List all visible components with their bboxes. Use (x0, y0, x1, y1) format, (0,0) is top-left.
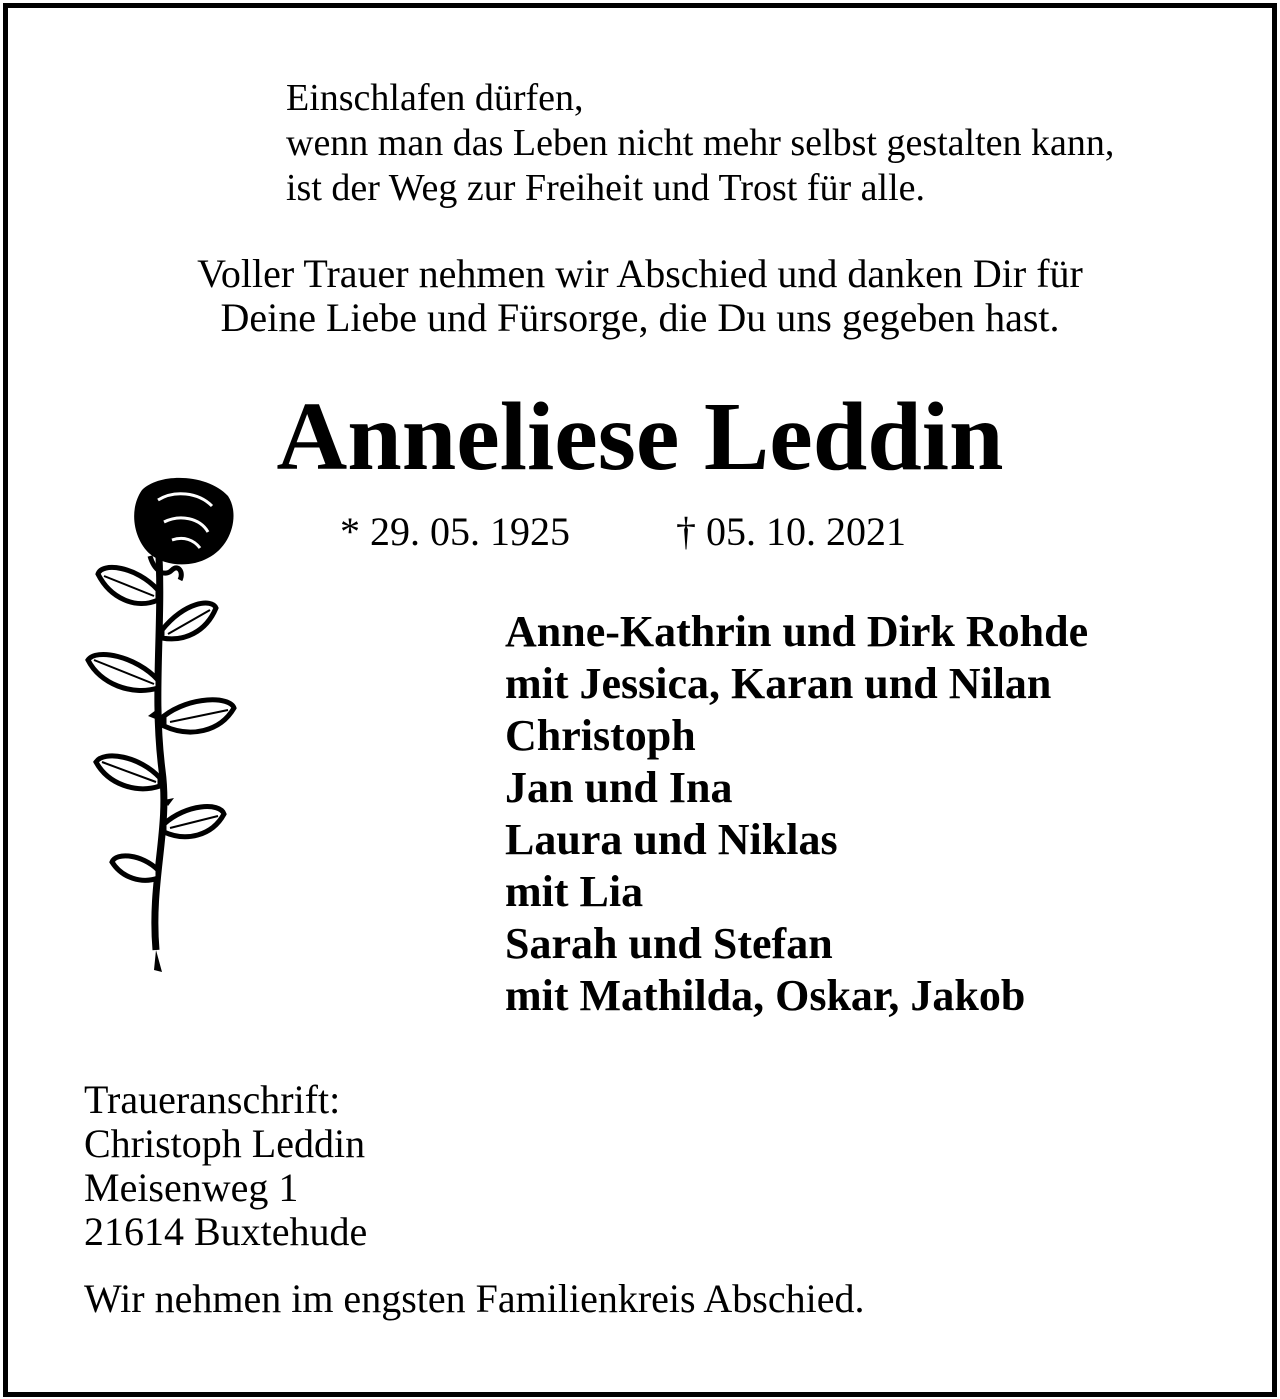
family-member: Anne-Kathrin und Dirk Rohde (505, 607, 1089, 656)
family-member: Jan und Ina (505, 763, 733, 812)
address-city: 21614 Buxtehude (84, 1209, 368, 1254)
family-list (505, 606, 1088, 1022)
address-label: Traueranschrift: (84, 1077, 341, 1122)
poem-line: wenn man das Leben nicht mehr selbst gestalten kann, (286, 122, 1115, 164)
rose-icon (80, 470, 250, 980)
family-member: mit Mathilda, Oskar, Jakob (505, 971, 1026, 1020)
address-street: Meisenweg 1 (84, 1165, 299, 1210)
poem-line: ist der Weg zur Freiheit und Trost für alle. (286, 167, 925, 209)
address-name: Christoph Leddin (84, 1121, 366, 1166)
farewell-line: Voller Trauer nehmen wir Abschied und danken Dir für (197, 251, 1083, 296)
deceased-name: Anneliese Leddin (276, 383, 1004, 491)
mourning-address (84, 1078, 367, 1254)
family-member: Christoph (505, 711, 696, 760)
family-member: Sarah und Stefan (505, 919, 833, 968)
family-member: mit Jessica, Karan und Nilan (505, 659, 1052, 708)
birth-date: * 29. 05. 1925 (340, 509, 570, 554)
farewell-line: Deine Liebe und Fürsorge, die Du uns gegeben hast. (220, 295, 1060, 340)
poem-line: Einschlafen dürfen, (286, 77, 584, 119)
family-member: Laura und Niklas (505, 815, 838, 864)
poem (286, 76, 1114, 211)
farewell-text (0, 252, 1280, 340)
closing-note: Wir nehmen im engsten Familienkreis Abschied. (84, 1276, 865, 1321)
family-member: mit Lia (505, 867, 644, 916)
death-date: † 05. 10. 2021 (676, 509, 906, 554)
